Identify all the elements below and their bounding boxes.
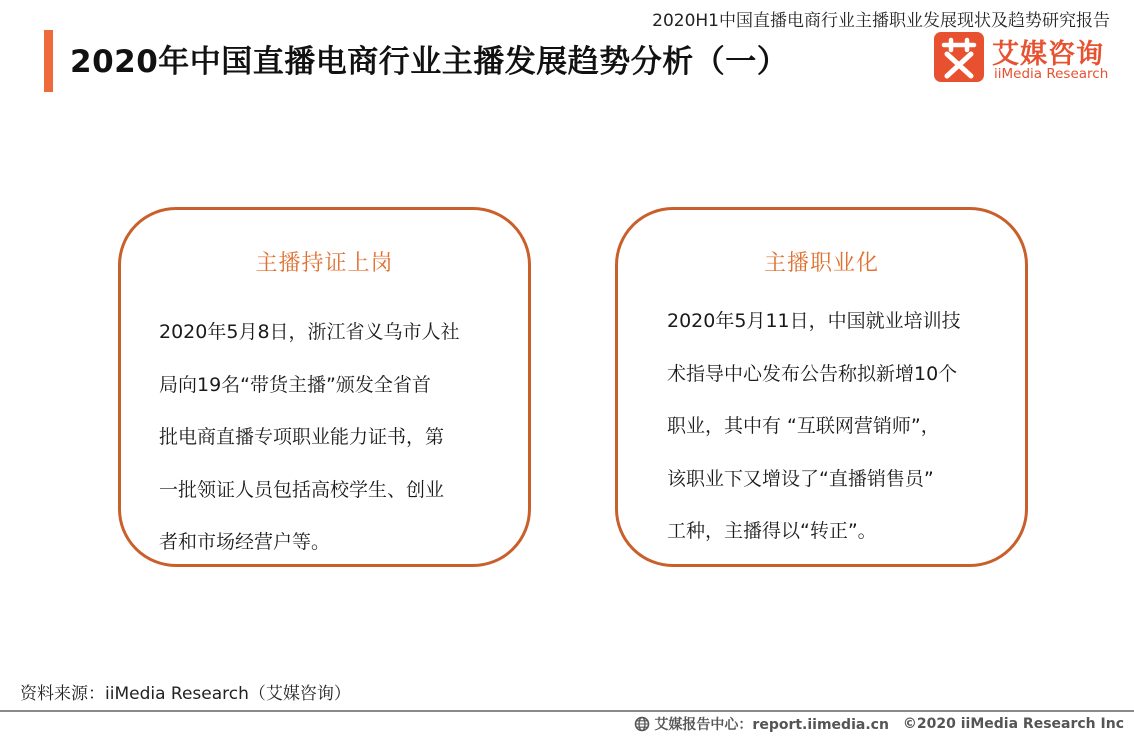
card-line: 工种，主播得以“转正”。: [667, 520, 877, 542]
card-line: 2020年5月8日，浙江省义乌市人社: [159, 321, 460, 343]
ai-logo-icon: [934, 32, 984, 82]
card-line: 职业，其中有 “互联网营销师”，: [667, 415, 940, 437]
footer: [634, 714, 1124, 734]
footer-report-center-link[interactable]: 艾媒报告中心：report.iimedia.cn: [654, 717, 889, 733]
source-note: 资料来源：iiMedia Research（艾媒咨询）: [20, 684, 351, 704]
footer-copyright: ©2020 iiMedia Research Inc: [902, 716, 1124, 732]
card-anchor-certification: [118, 207, 531, 567]
brand-logo: [934, 32, 1120, 84]
footer-divider: [0, 710, 1134, 712]
globe-icon: [634, 716, 650, 732]
report-name: 2020H1中国直播电商行业主播职业发展现状及趋势研究报告: [652, 11, 1110, 31]
logo-english-name: iiMedia Research: [994, 66, 1109, 82]
page-title: 2020年中国直播电商行业主播发展趋势分析（一）: [70, 44, 789, 80]
card-line: 该职业下又增设了“直播销售员”: [667, 467, 934, 490]
card-line: 局向19名“带货主播”颁发全省首: [159, 373, 431, 396]
card-line: 术指导中心发布公告称拟新增10个: [667, 362, 958, 385]
card-line: 批电商直播专项职业能力证书，第: [159, 426, 445, 448]
card-body: [159, 306, 499, 569]
title-accent-bar: [44, 30, 53, 92]
card-heading: 主播职业化: [763, 251, 879, 276]
card-heading: 主播持证上岗: [255, 251, 394, 276]
card-line: 2020年5月11日，中国就业培训技: [667, 310, 961, 332]
card-anchor-professionalization: [615, 207, 1028, 567]
card-body: [667, 295, 1002, 558]
card-line: 一批领证人员包括高校学生、创业: [159, 478, 445, 501]
logo-chinese-name: 艾媒咨询: [992, 39, 1104, 70]
card-line: 者和市场经营户等。: [159, 531, 331, 553]
